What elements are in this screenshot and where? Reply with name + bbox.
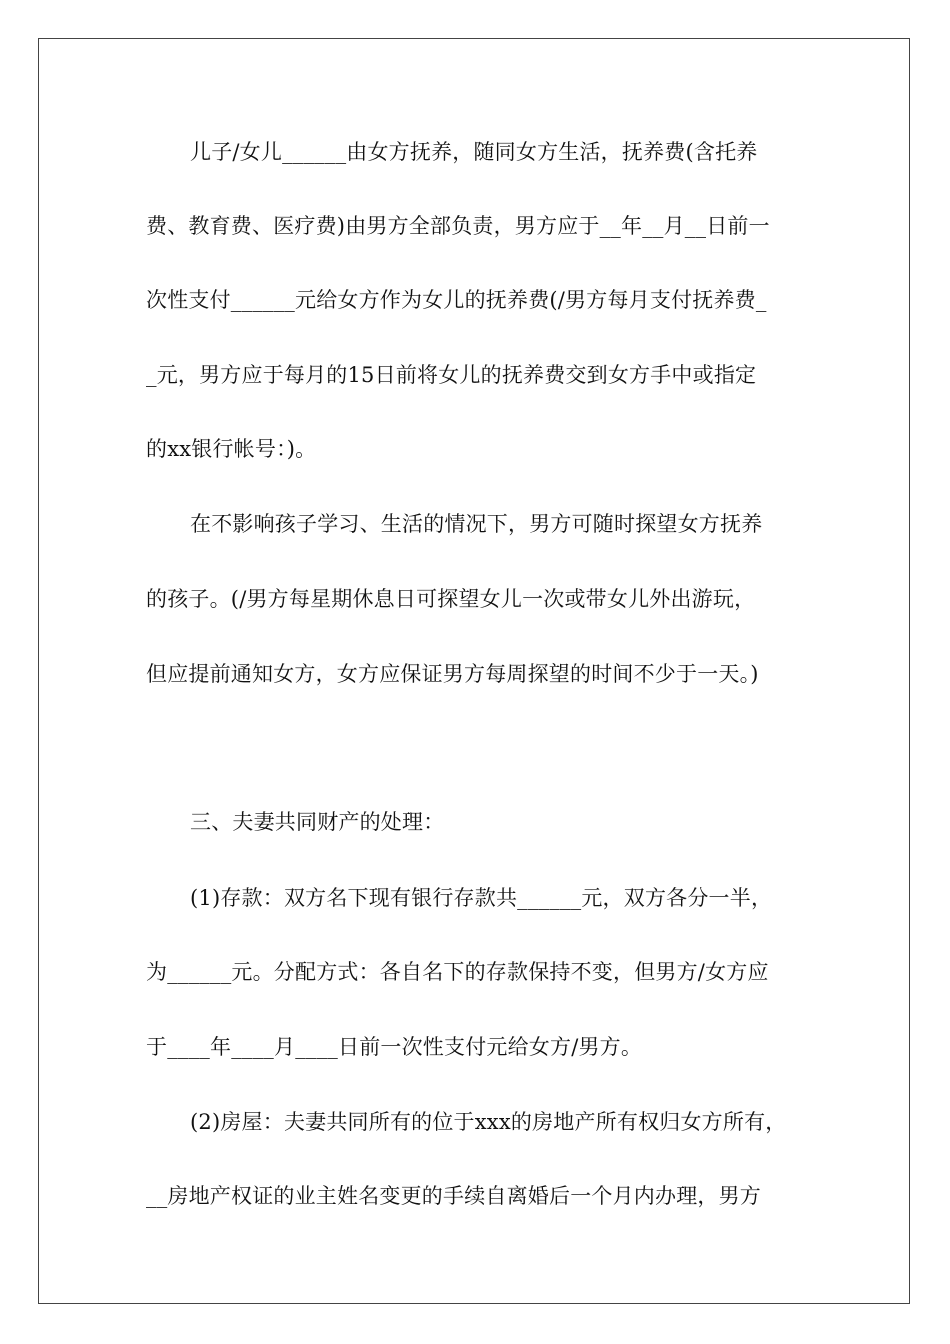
paragraph-line: (1)存款：双方名下现有银行存款共______元，双方各分一半，	[190, 886, 773, 910]
paragraph-line: 费、教育费、医疗费)由男方全部负责，男方应于__年__月__日前一	[146, 214, 770, 238]
paragraph-line: 的孩子。(/男方每星期休息日可探望女儿一次或带女儿外出游玩，	[146, 587, 756, 611]
paragraph-line: 儿子/女儿______由女方抚养，随同女方生活，抚养费(含托养	[190, 140, 758, 164]
paragraph-line: 为______元。分配方式：各自名下的存款保持不变，但男方/女方应	[146, 960, 769, 984]
paragraph-line: _元，男方应于每月的15日前将女儿的抚养费交到女方手中或指定	[146, 363, 757, 387]
paragraph-line: 于____年____月____日前一次性支付元给女方/男方。	[146, 1035, 643, 1059]
paragraph-line: 但应提前通知女方，女方应保证男方每周探望的时间不少于一天。)	[146, 662, 759, 686]
section-heading: 三、夫妻共同财产的处理：	[190, 810, 445, 834]
paragraph-line: 次性支付______元给女方作为女儿的抚养费(/男方每月支付抚养费_	[146, 288, 767, 312]
paragraph-line: 在不影响孩子学习、生活的情况下，男方可随时探望女方抚养	[190, 512, 763, 536]
paragraph-line: 的xx银行帐号：)。	[146, 437, 317, 461]
paragraph-line: (2)房屋：夫妻共同所有的位于xxx的房地产所有权归女方所有，	[190, 1110, 787, 1134]
paragraph-line: __房地产权证的业主姓名变更的手续自离婚后一个月内办理，男方	[146, 1184, 761, 1208]
